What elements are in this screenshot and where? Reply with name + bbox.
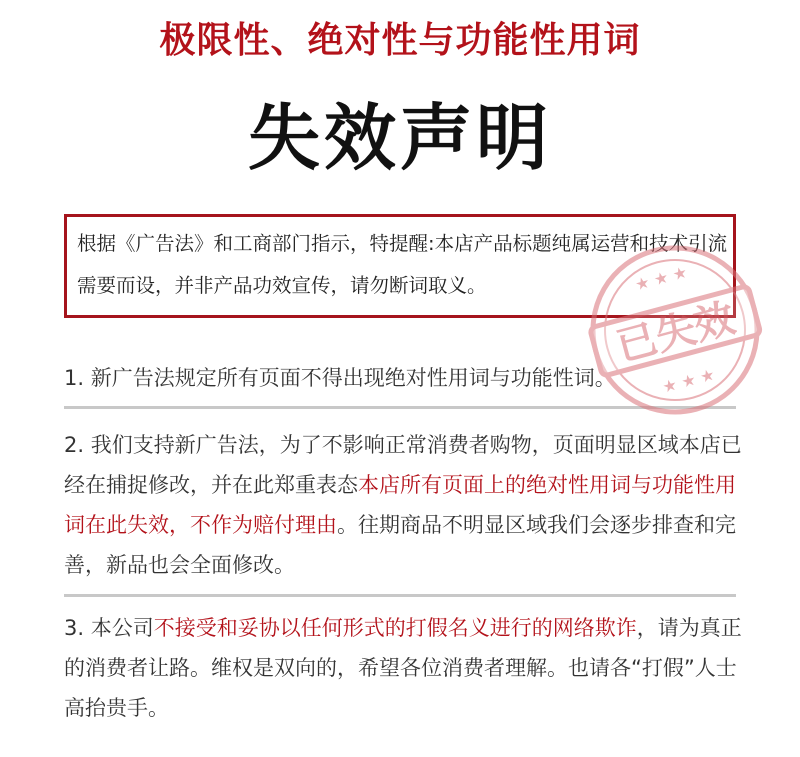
item-2-text: 2. 我们支持新广告法，为了不影响正常消费者购物，页面明显区域本店已经在捕捉修改，并在此郑重表态 <box>64 433 742 497</box>
item-3-text-end: ，请为真正的消费者让路。维权是双向的，希望各位消费者理解。也请各“打假”人士高抬贵手。 <box>64 616 742 720</box>
item-2-highlight: 本店所有页面上的绝对性用词与功能性用词在此失效，不作为赔付理由 <box>64 473 736 537</box>
divider <box>64 406 736 409</box>
divider <box>64 594 736 597</box>
subtitle: 极限性、绝对性与功能性用词 <box>159 20 641 61</box>
notice-text: 根据《广告法》和工商部门指示，特提醒:本店产品标题纯属运营和技术引流需要而设，并非产品功效宣传，请勿断词取义。 <box>77 232 728 297</box>
item-2-text-end: 。往期商品不明显区域我们会逐步排查和完善，新品也会全面修改。 <box>64 513 736 577</box>
item-2 <box>64 425 744 585</box>
svg-text:★ ★ ★: ★ ★ ★ <box>660 364 717 397</box>
page-title: 失效声明 <box>247 96 552 180</box>
item-3 <box>64 608 744 728</box>
item-1: 1. 新广告法规定所有页面不得出现绝对性用词与功能性词。 <box>64 366 616 390</box>
svg-text:★ ★ ★: ★ ★ ★ <box>632 262 690 295</box>
item-3-text: 3. 本公司 <box>64 616 154 640</box>
stamp-text: 已失效 <box>611 295 740 371</box>
notice-box <box>64 214 736 318</box>
item-3-highlight: 不接受和妥协以任何形式的打假名义进行的网络欺诈 <box>153 616 637 640</box>
